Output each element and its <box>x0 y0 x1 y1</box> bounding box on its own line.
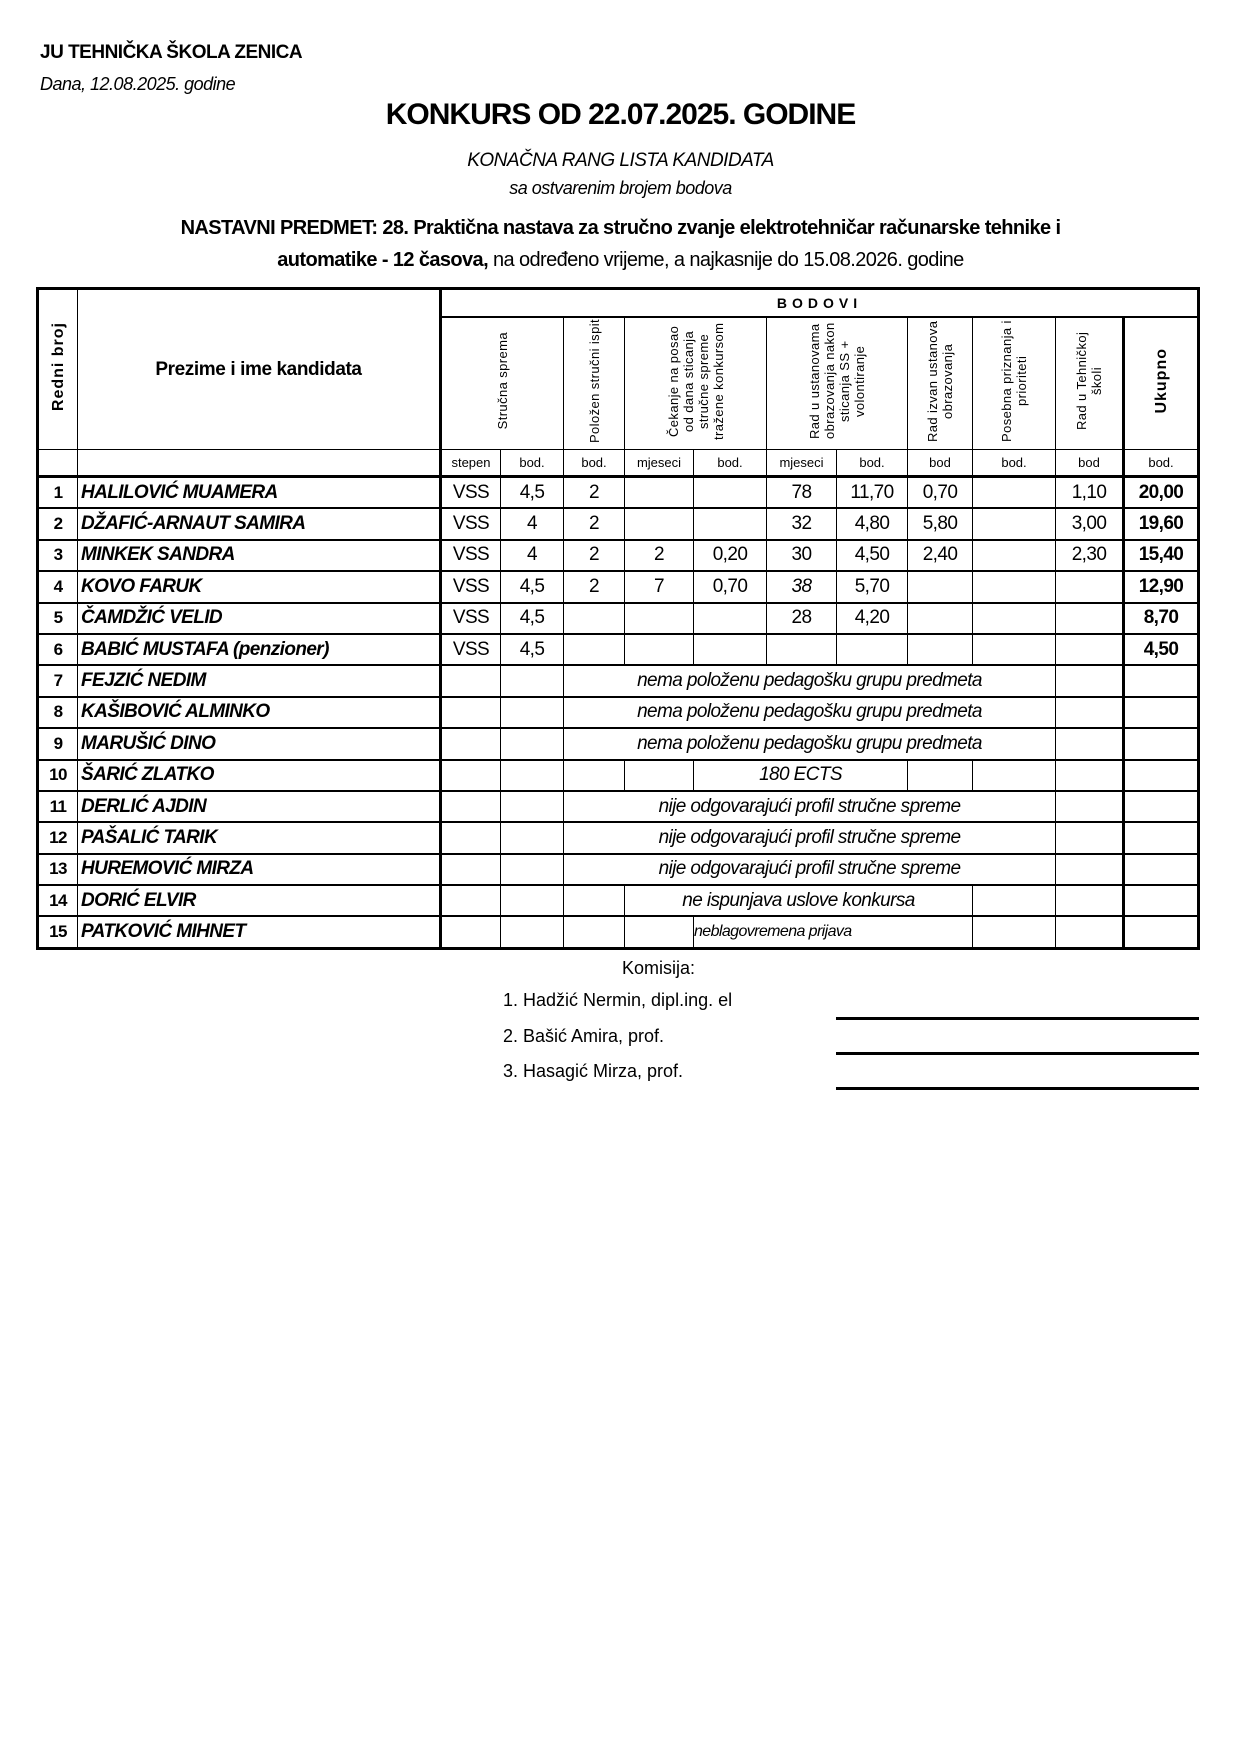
signature-line <box>836 1087 1199 1090</box>
candidate-name: DŽAFIĆ-ARNAUT SAMIRA <box>78 508 441 539</box>
commission-member: 1. Hadžić Nermin, dipl.ing. el <box>503 990 733 1010</box>
rank-number: 6 <box>38 634 78 665</box>
score-cell: 4,5 <box>501 477 564 509</box>
empty-cell <box>441 697 501 728</box>
score-cell: 4,5 <box>501 634 564 665</box>
unit-cell: bod <box>908 450 973 477</box>
empty-cell <box>501 665 564 696</box>
candidate-name: ČAMDŽIĆ VELID <box>78 603 441 634</box>
empty-cell <box>501 728 564 759</box>
score-cell <box>694 477 767 509</box>
empty-cell <box>1056 885 1124 916</box>
header-strucni-ispit: Položen stručni ispit <box>564 317 625 450</box>
score-cell <box>837 634 908 665</box>
candidate-name: PAŠALIĆ TARIK <box>78 822 441 853</box>
empty-cell <box>1056 760 1124 791</box>
score-cell: VSS <box>441 603 501 634</box>
score-cell: VSS <box>441 634 501 665</box>
score-cell: VSS <box>441 508 501 539</box>
unit-cell: bod <box>1056 450 1124 477</box>
empty-cell <box>441 885 501 916</box>
score-cell: 4,5 <box>501 571 564 602</box>
score-cell <box>564 603 625 634</box>
unit-cell: bod. <box>501 450 564 477</box>
score-cell <box>694 508 767 539</box>
score-cell: 28 <box>767 603 837 634</box>
empty-cell <box>1124 728 1199 759</box>
score-cell <box>973 477 1056 509</box>
score-cell <box>694 603 767 634</box>
score-cell: 2 <box>625 540 694 571</box>
signature-line <box>836 1017 1199 1020</box>
total-points: 4,50 <box>1124 634 1199 665</box>
school-name: JU TEHNIČKA ŠKOLA ZENICA <box>40 42 303 63</box>
score-cell: 1,10 <box>1056 477 1124 509</box>
total-points: 19,60 <box>1124 508 1199 539</box>
subject-line-1: NASTAVNI PREDMET: 28. Praktična nastava za stručno zvanje elektrotehničar računarske tehnike i <box>180 217 1061 239</box>
empty-cell <box>1056 697 1124 728</box>
score-cell <box>1056 571 1124 602</box>
empty-cell <box>501 697 564 728</box>
unit-cell: mjeseci <box>625 450 694 477</box>
unit-cell: bod. <box>973 450 1056 477</box>
status-note: 180 ECTS <box>694 760 908 791</box>
empty-cell <box>501 760 564 791</box>
empty-cell <box>441 791 501 822</box>
candidate-name: FEJZIĆ NEDIM <box>78 665 441 696</box>
empty-cell <box>1056 854 1124 885</box>
score-cell: 4 <box>501 508 564 539</box>
score-cell <box>625 508 694 539</box>
empty-cell <box>1056 791 1124 822</box>
score-cell: 78 <box>767 477 837 509</box>
table-row <box>38 634 1199 665</box>
header-ukupno: Ukupno <box>1124 317 1199 450</box>
score-cell <box>564 634 625 665</box>
empty-cell <box>1124 885 1199 916</box>
score-cell: 2 <box>564 508 625 539</box>
unit-cell: bod. <box>564 450 625 477</box>
unit-cell: stepen <box>441 450 501 477</box>
status-note: ne ispunjava uslove konkursa <box>625 885 973 916</box>
score-cell: 4,20 <box>837 603 908 634</box>
candidate-name: BABIĆ MUSTAFA (penzioner) <box>78 634 441 665</box>
empty-cell <box>501 854 564 885</box>
subject-line-2 <box>0 249 1241 272</box>
rank-number: 10 <box>38 760 78 791</box>
score-cell: 2,30 <box>1056 540 1124 571</box>
rank-number: 2 <box>38 508 78 539</box>
rank-number: 5 <box>38 603 78 634</box>
empty-cell <box>501 791 564 822</box>
score-cell <box>908 603 973 634</box>
commission-label: Komisija: <box>622 958 696 978</box>
score-cell <box>1056 603 1124 634</box>
score-cell: 4,50 <box>837 540 908 571</box>
signature-line <box>836 1052 1199 1055</box>
candidate-name: PATKOVIĆ MIHNET <box>78 916 441 948</box>
header-rad-u-ustanovama: Rad u ustanovama obrazovanja nakon sticanja SS + volontiranje <box>767 317 908 450</box>
table-row <box>38 854 1199 885</box>
score-cell: 4,5 <box>501 603 564 634</box>
unit-cell: bod. <box>1124 450 1199 477</box>
empty-cell <box>441 665 501 696</box>
rank-number: 13 <box>38 854 78 885</box>
page-title: KONKURS OD 22.07.2025. GODINE <box>385 98 856 131</box>
score-cell: 2 <box>564 571 625 602</box>
header-strucna-sprema: Stručna sprema <box>441 317 564 450</box>
score-cell: 30 <box>767 540 837 571</box>
total-points: 20,00 <box>1124 477 1199 509</box>
unit-cell: mjeseci <box>767 450 837 477</box>
score-cell: 5,70 <box>837 571 908 602</box>
empty-cell <box>1056 665 1124 696</box>
status-note: nema položenu pedagošku grupu predmeta <box>564 728 1056 759</box>
empty-cell <box>1124 760 1199 791</box>
empty-cell <box>1124 791 1199 822</box>
table-row <box>38 477 1199 509</box>
score-cell <box>973 508 1056 539</box>
header-cekanje: Čekanje na posao od dana sticanja stručne spreme tražene konkursom <box>625 317 767 450</box>
empty-cell <box>564 916 625 948</box>
table-row <box>38 822 1199 853</box>
table-row <box>38 603 1199 634</box>
status-note: nema položenu pedagošku grupu predmeta <box>564 697 1056 728</box>
empty-cell <box>564 885 625 916</box>
table-row <box>38 728 1199 759</box>
score-cell: 4 <box>501 540 564 571</box>
table-row <box>38 697 1199 728</box>
score-cell <box>908 634 973 665</box>
status-note: nije odgovarajući profil stručne spreme <box>564 854 1056 885</box>
header-rad-izvan: Rad izvan ustanova obrazovanja <box>908 317 973 450</box>
total-points: 12,90 <box>1124 571 1199 602</box>
score-cell: 2 <box>564 540 625 571</box>
score-cell: VSS <box>441 571 501 602</box>
rank-number: 1 <box>38 477 78 509</box>
subject-term: na određeno vrijeme, a najkasnije do 15.08.2026. godine <box>488 249 964 271</box>
table-row <box>38 791 1199 822</box>
empty-cell <box>973 760 1056 791</box>
table-row <box>38 540 1199 571</box>
rank-number: 8 <box>38 697 78 728</box>
candidate-name: DORIĆ ELVIR <box>78 885 441 916</box>
unit-cell: bod. <box>837 450 908 477</box>
score-cell <box>973 571 1056 602</box>
score-cell: 0,20 <box>694 540 767 571</box>
status-note: neblagovremena prijava <box>694 916 973 948</box>
unit-cell <box>38 450 78 477</box>
score-cell: 2 <box>564 477 625 509</box>
empty-cell <box>441 728 501 759</box>
rank-number: 4 <box>38 571 78 602</box>
score-cell: 32 <box>767 508 837 539</box>
table-row <box>38 665 1199 696</box>
subtitle-secondary: sa ostvarenim brojem bodova <box>509 178 732 198</box>
commission-member: 3. Hasagić Mirza, prof. <box>503 1061 684 1081</box>
rank-number: 7 <box>38 665 78 696</box>
unit-cell <box>78 450 441 477</box>
empty-cell <box>501 885 564 916</box>
candidate-name: HALILOVIĆ MUAMERA <box>78 477 441 509</box>
table-row <box>38 571 1199 602</box>
candidate-name: KOVO FARUK <box>78 571 441 602</box>
status-note: nema položenu pedagošku grupu predmeta <box>564 665 1056 696</box>
empty-cell <box>441 822 501 853</box>
rank-number: 3 <box>38 540 78 571</box>
total-points: 15,40 <box>1124 540 1199 571</box>
table-row <box>38 508 1199 539</box>
status-note: nije odgovarajući profil stručne spreme <box>564 822 1056 853</box>
empty-cell <box>1056 728 1124 759</box>
empty-cell <box>908 760 973 791</box>
score-cell <box>1056 634 1124 665</box>
rank-number: 15 <box>38 916 78 948</box>
header-posebna-priznanja: Posebna priznanja i prioriteti <box>973 317 1056 450</box>
empty-cell <box>1124 822 1199 853</box>
rank-number: 11 <box>38 791 78 822</box>
score-cell: 0,70 <box>694 571 767 602</box>
empty-cell <box>625 916 694 948</box>
empty-cell <box>501 916 564 948</box>
empty-cell <box>1124 665 1199 696</box>
score-cell: 4,80 <box>837 508 908 539</box>
score-cell: VSS <box>441 540 501 571</box>
candidate-name: MARUŠIĆ DINO <box>78 728 441 759</box>
rank-number: 14 <box>38 885 78 916</box>
empty-cell <box>1056 916 1124 948</box>
commission-member: 2. Bašić Amira, prof. <box>503 1026 665 1046</box>
header-redni-broj: Redni broj <box>38 289 78 450</box>
score-cell: 2,40 <box>908 540 973 571</box>
table-row <box>38 760 1199 791</box>
candidate-name: DERLIĆ AJDIN <box>78 791 441 822</box>
empty-cell <box>441 916 501 948</box>
empty-cell <box>625 760 694 791</box>
score-cell <box>973 603 1056 634</box>
subtitle: KONAČNA RANG LISTA KANDIDATA <box>467 150 774 171</box>
candidate-name: HUREMOVIĆ MIRZA <box>78 854 441 885</box>
table-row <box>38 916 1199 948</box>
empty-cell <box>973 885 1056 916</box>
score-cell: 3,00 <box>1056 508 1124 539</box>
empty-cell <box>564 760 625 791</box>
score-cell <box>767 634 837 665</box>
candidate-name: KAŠIBOVIĆ ALMINKO <box>78 697 441 728</box>
header-candidate-name: Prezime i ime kandidata <box>78 289 441 450</box>
header-rad-tehnicka: Rad u Tehničkoj školi <box>1056 317 1124 450</box>
empty-cell <box>973 916 1056 948</box>
score-cell <box>973 540 1056 571</box>
score-cell <box>973 634 1056 665</box>
rank-number: 9 <box>38 728 78 759</box>
score-cell <box>625 477 694 509</box>
units-row <box>38 450 1199 477</box>
candidate-name: MINKEK SANDRA <box>78 540 441 571</box>
candidate-name: ŠARIĆ ZLATKO <box>78 760 441 791</box>
score-cell <box>694 634 767 665</box>
subject-hours: automatike - 12 časova, <box>277 249 489 271</box>
status-note: nije odgovarajući profil stručne spreme <box>564 791 1056 822</box>
unit-cell: bod. <box>694 450 767 477</box>
table-row <box>38 885 1199 916</box>
score-cell: 38 <box>767 571 837 602</box>
score-cell: 5,80 <box>908 508 973 539</box>
score-cell <box>908 571 973 602</box>
score-cell: VSS <box>441 477 501 509</box>
score-cell <box>625 603 694 634</box>
empty-cell <box>1124 854 1199 885</box>
ranking-table <box>36 287 1200 950</box>
score-cell <box>625 634 694 665</box>
score-cell: 0,70 <box>908 477 973 509</box>
empty-cell <box>1056 822 1124 853</box>
empty-cell <box>1124 697 1199 728</box>
score-cell: 7 <box>625 571 694 602</box>
document-date: Dana, 12.08.2025. godine <box>40 74 236 94</box>
empty-cell <box>441 854 501 885</box>
rank-number: 12 <box>38 822 78 853</box>
score-cell: 11,70 <box>837 477 908 509</box>
empty-cell <box>441 760 501 791</box>
empty-cell <box>1124 916 1199 948</box>
total-points: 8,70 <box>1124 603 1199 634</box>
header-bodovi: BODOVI <box>441 289 1199 318</box>
empty-cell <box>501 822 564 853</box>
